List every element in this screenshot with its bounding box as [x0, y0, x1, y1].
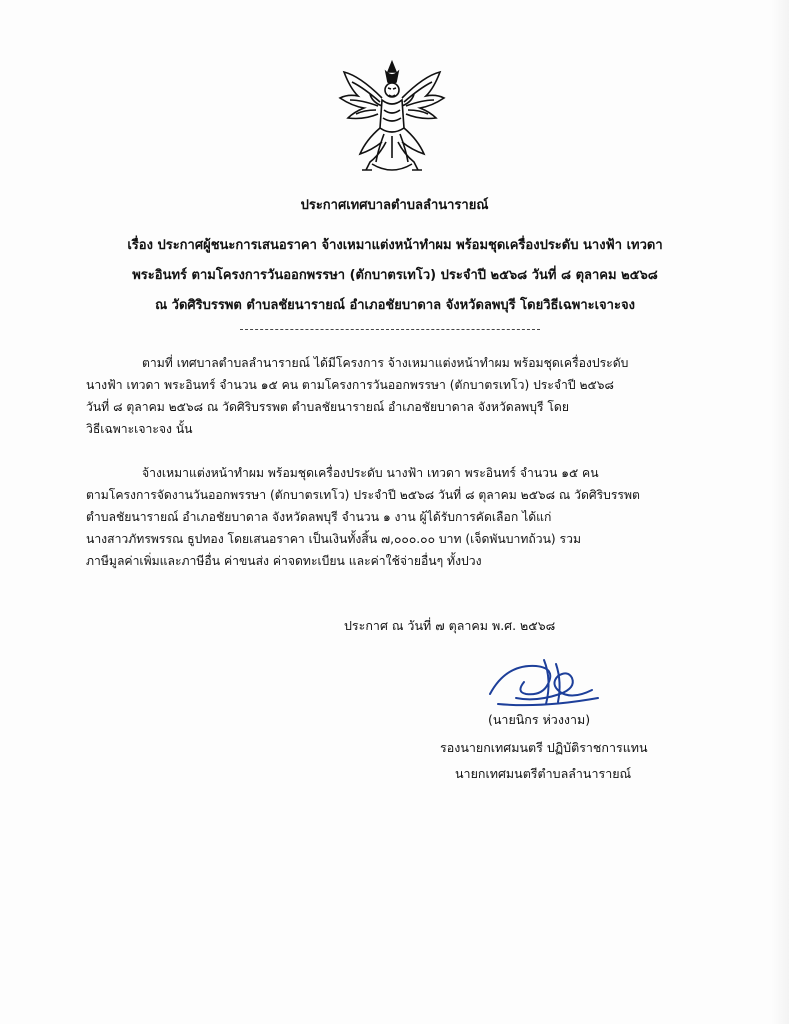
paragraph-1-line: ตามที่ เทศบาลตำบลลำนารายณ์ ได้มีโครงการ จ้างเหมาแต่งหน้าทำผม พร้อมชุดเครื่องประดับ — [142, 356, 629, 370]
garuda-emblem-icon — [336, 58, 448, 176]
paragraph-2-line: นางสาวภัทรพรรณ ธูปทอง โดยเสนอราคา เป็นเงินทั้งสิ้น ๗,๐๐๐.๐๐ บาท (เจ็ดพันบาทถ้วน) รวม — [86, 532, 581, 546]
paragraph-2-line: ภาษีมูลค่าเพิ่มและภาษีอื่น ค่าขนส่ง ค่าจดทะเบียน และค่าใช้จ่ายอื่นๆ ทั้งปวง — [86, 554, 482, 568]
document-title: ประกาศเทศบาลตำบลลำนารายณ์ — [300, 198, 489, 213]
body-paragraph-2 — [86, 462, 710, 572]
announce-date: ประกาศ ณ วันที่ ๗ ตุลาคม พ.ศ. ๒๕๖๘ — [344, 618, 556, 633]
signer-position-1: รองนายกเทศมนตรี ปฏิบัติราชการแทน — [440, 740, 648, 755]
paragraph-1-line: วันที่ ๘ ตุลาคม ๒๕๖๘ ณ วัดศิริบรรพต ตำบลชัยนารายณ์ อำเภอชัยบาดาล จังหวัดลพบุรี โดย — [86, 400, 569, 414]
paragraph-2-line: ตำบลชัยนารายณ์ อำเภอชัยบาดาล จังหวัดลพบุรี จำนวน ๑ งาน ผู้ได้รับการคัดเลือก ได้แก่ — [86, 510, 552, 524]
body-paragraph-1 — [86, 352, 710, 440]
subject-line-3: ณ วัดศิริบรรพต ตำบลชัยนารายณ์ อำเภอชัยบาดาล จังหวัดลพบุรี โดยวิธีเฉพาะเจาะจง — [155, 298, 635, 313]
signer-name: (นายนิกร ห่วงงาม) — [488, 712, 591, 727]
paragraph-1-line: นางฟ้า เทวดา พระอินทร์ จำนวน ๑๕ คน ตามโครงการวันออกพรรษา (ตักบาตรเทโว) ประจำปี ๒๕๖๘ — [86, 378, 614, 392]
subject-line-1: เรื่อง ประกาศผู้ชนะการเสนอราคา จ้างเหมาแต่งหน้าทำผม พร้อมชุดเครื่องประดับ นางฟ้า เทวดา — [127, 238, 663, 253]
divider-line — [240, 329, 540, 330]
paragraph-2-line: ตามโครงการจัดงานวันออกพรรษา (ตักบาตรเทโว) ประจำปี ๒๕๖๘ วันที่ ๘ ตุลาคม ๒๕๖๘ ณ วัดศิริบรรพต — [86, 488, 640, 502]
signature-image — [486, 654, 606, 710]
subject-line-2: พระอินทร์ ตามโครงการวันออกพรรษา (ตักบาตรเทโว) ประจำปี ๒๕๖๘ วันที่ ๘ ตุลาคม ๒๕๖๘ — [132, 268, 658, 283]
paragraph-2-line: จ้างเหมาแต่งหน้าทำผม พร้อมชุดเครื่องประดับ นางฟ้า เทวดา พระอินทร์ จำนวน ๑๕ คน — [142, 466, 599, 480]
scan-edge-shadow — [771, 0, 789, 1024]
paragraph-1-line: วิธีเฉพาะเจาะจง นั้น — [86, 422, 193, 436]
signer-position-2: นายกเทศมนตรีตำบลลำนารายณ์ — [455, 766, 632, 781]
